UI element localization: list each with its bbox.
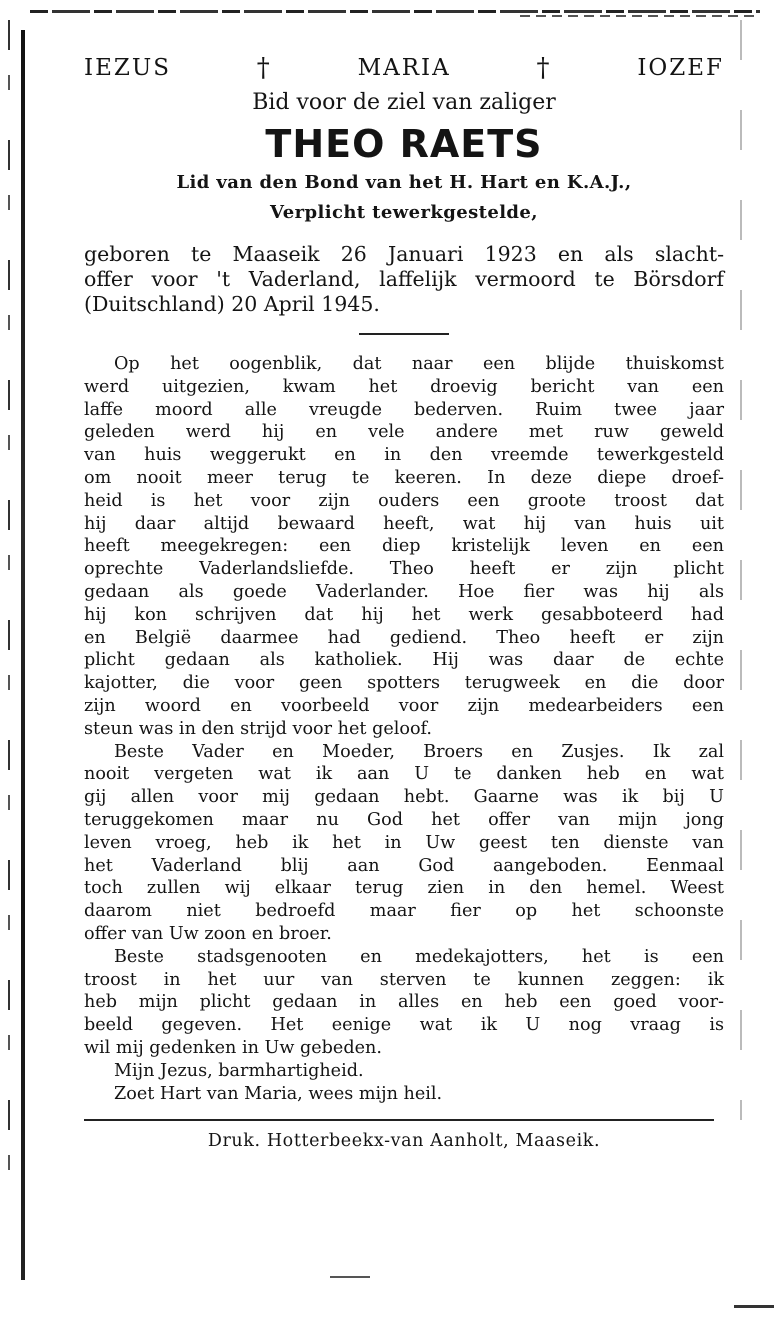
paragraph-1	[84, 353, 724, 741]
text-line: Beste stadsgenooten en medekajotters, het is een	[114, 946, 724, 967]
text-line: gedaan als goede Vaderlander. Hoe fier was hij als	[84, 581, 724, 602]
text-line: zijn woord en voorbeeld voor zijn medearbeiders een	[84, 695, 724, 716]
text-line: plicht gedaan als katholiek. Hij was daar de echte	[84, 650, 724, 671]
text-line: leven vroeg, heb ik het in Uw geest ten dienste van	[84, 832, 724, 853]
text-line: heid is het voor zijn ouders een groote troost dat	[84, 490, 724, 511]
text-line: (Duitschland) 20 April 1945.	[84, 292, 380, 316]
prayer-maria: Zoet Hart van Maria, wees mijn heil.	[114, 1083, 443, 1104]
text-line: wil mij gedenken in Uw gebeden.	[84, 1037, 382, 1058]
memorial-card	[84, 48, 724, 1151]
text-line: heb mijn plicht gedaan in alles en heb een goed voor-	[84, 992, 724, 1013]
text-line: hij daar altijd bewaard heeft, wat hij van huis uit	[84, 513, 724, 534]
cross-icon: †	[536, 53, 552, 83]
header-jozef: IOZEF	[637, 55, 724, 81]
birth-death-text	[84, 242, 724, 317]
text-line: daarom niet bedroefd maar fier op het schoonste	[84, 901, 724, 922]
header-maria: MARIA	[357, 55, 451, 81]
scan-edge-right	[740, 20, 742, 1120]
text-line: teruggekomen maar nu God het offer van mijn jong	[84, 809, 724, 830]
text-line: offer van Uw zoon en broer.	[84, 923, 332, 944]
printer-credit: Druk. Hotterbeekx-van Aanholt, Maaseik.	[207, 1131, 601, 1152]
header-jesus: IEZUS	[84, 55, 171, 81]
text-line: werd uitgezien, kwam het droevig bericht van een	[84, 376, 724, 397]
scan-edge-left	[21, 30, 25, 1280]
text-line: heeft meegekregen: een diep kristelijk leven en een	[84, 536, 724, 557]
prayer-jesus: Mijn Jezus, barmhartigheid.	[114, 1060, 364, 1081]
text-line: het Vaderland blij aan God aangeboden. Eenmaal	[84, 855, 724, 876]
cross-icon: †	[256, 53, 272, 83]
scan-edge-left-secondary	[8, 20, 10, 1200]
text-line: beeld gegeven. Het eenige wat ik U nog vraag is	[84, 1015, 724, 1036]
text-line: van huis weggerukt en in den vreemde tewerkgesteld	[84, 445, 724, 466]
deceased-name: THEO RAETS	[265, 122, 543, 166]
text-line: geleden werd hij en vele andere met ruw geweld	[84, 422, 724, 443]
paragraph-3	[84, 946, 724, 1060]
text-line: geboren te Maaseik 26 Januari 1923 en als slacht-	[84, 242, 724, 266]
paragraph-2	[84, 741, 724, 946]
text-line: laffe moord alle vreugde bederven. Ruim twee jaar	[84, 399, 724, 420]
story-text	[84, 353, 724, 1105]
bottom-mark	[330, 1276, 370, 1278]
text-line: toch zullen wij elkaar terug zien in den hemel. Weest	[84, 878, 724, 899]
scan-edge-bottom	[734, 1305, 774, 1308]
scan-edge-top	[30, 10, 760, 13]
text-line: Op het oogenblik, dat naar een blijde thuiskomst	[114, 354, 724, 374]
text-line: en België daarmee had gediend. Theo heeft er zijn	[84, 627, 724, 648]
membership-line: Lid van den Bond van het H. Hart en K.A.J.,	[176, 172, 632, 193]
text-line: gij allen voor mij gedaan hebt. Gaarne was ik bij U	[84, 787, 724, 808]
text-line: om nooit meer terug te keeren. In deze diepe droef-	[84, 467, 724, 488]
text-line: steun was in den strijd voor het geloof.	[84, 718, 433, 739]
scan-edge-top-secondary	[520, 15, 760, 17]
prayer-line: Bid voor de ziel van zaliger	[252, 90, 556, 115]
text-line: offer voor 't Vaderland, laffelijk vermoord te Börsdorf	[84, 267, 724, 291]
header-row	[84, 48, 724, 88]
text-line: hij kon schrijven dat hij het werk gesabboteerd had	[84, 604, 724, 625]
text-line: oprechte Vaderlandsliefde. Theo heeft er zijn plicht	[84, 559, 724, 580]
text-line: kajotter, die voor geen spotters terugweek en die door	[84, 673, 724, 694]
separator-long	[84, 1119, 714, 1121]
status-line: Verplicht tewerkgestelde,	[270, 202, 538, 223]
text-line: troost in het uur van sterven te kunnen zeggen: ik	[84, 969, 724, 990]
closing-prayers	[84, 1060, 724, 1106]
text-line: nooit vergeten wat ik aan U te danken heb en wat	[84, 764, 724, 785]
separator-short	[359, 333, 449, 335]
text-line: Beste Vader en Moeder, Broers en Zusjes. Ik zal	[114, 741, 724, 762]
